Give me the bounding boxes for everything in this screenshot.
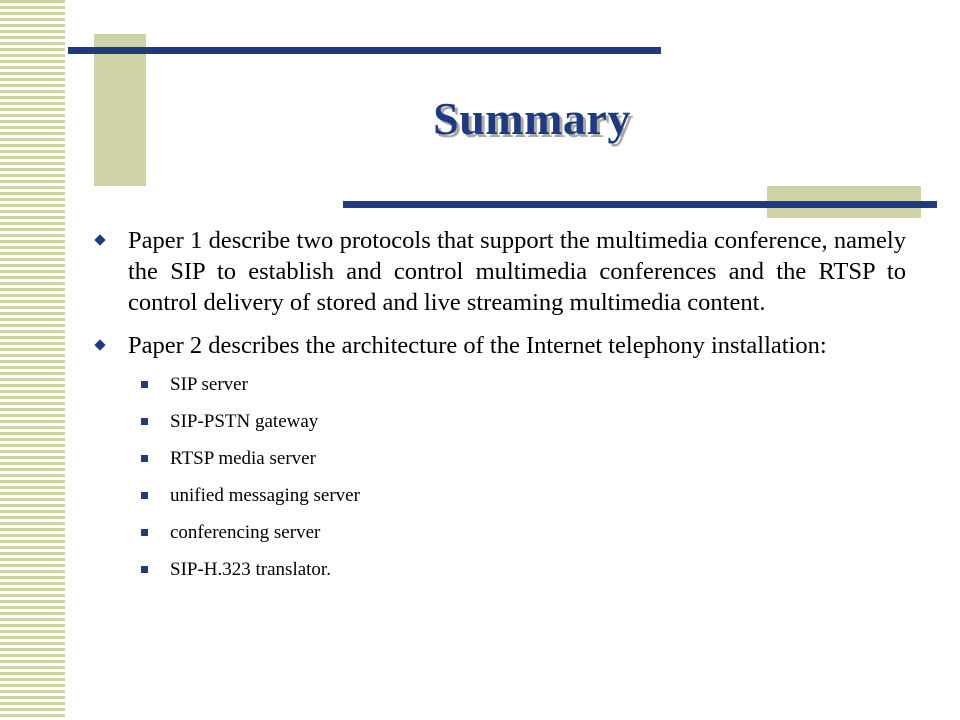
list-item [90, 521, 906, 545]
diamond-bullet-icon [94, 234, 105, 245]
bullet-text: Paper 2 describes the architecture of the Internet telephony installation: [128, 332, 827, 359]
list-item-label: SIP-H.323 translator. [170, 559, 331, 580]
list-item [90, 447, 906, 471]
bullet-paper-2 [90, 330, 906, 361]
square-bullet-icon [141, 529, 148, 536]
list-item [90, 373, 906, 397]
decorative-navy-bar-top [68, 47, 661, 54]
list-item [90, 410, 906, 434]
list-item-label: conferencing server [170, 522, 321, 543]
list-item [90, 484, 906, 508]
slide-content [90, 225, 906, 595]
list-item [90, 558, 906, 582]
list-item-label: SIP-PSTN gateway [170, 411, 319, 432]
square-bullet-icon [141, 381, 148, 388]
square-bullet-icon [141, 566, 148, 573]
square-bullet-icon [141, 455, 148, 462]
diamond-bullet-icon [94, 339, 105, 350]
slide-title: Summary [433, 93, 631, 144]
bullet-text: Paper 1 describe two protocols that support the multimedia conference, namely the SIP to establish and control multimedia conferences and the RTSP to control delivery of stored and live streaming multimedia content. [128, 227, 906, 316]
square-bullet-icon [141, 418, 148, 425]
square-bullet-icon [141, 492, 148, 499]
component-list [90, 373, 906, 582]
list-item-label: SIP server [170, 374, 248, 395]
bullet-paper-1 [90, 225, 906, 318]
decorative-navy-bar-middle [343, 201, 937, 208]
list-item-label: RTSP media server [170, 448, 316, 469]
list-item-label: unified messaging server [170, 485, 360, 506]
